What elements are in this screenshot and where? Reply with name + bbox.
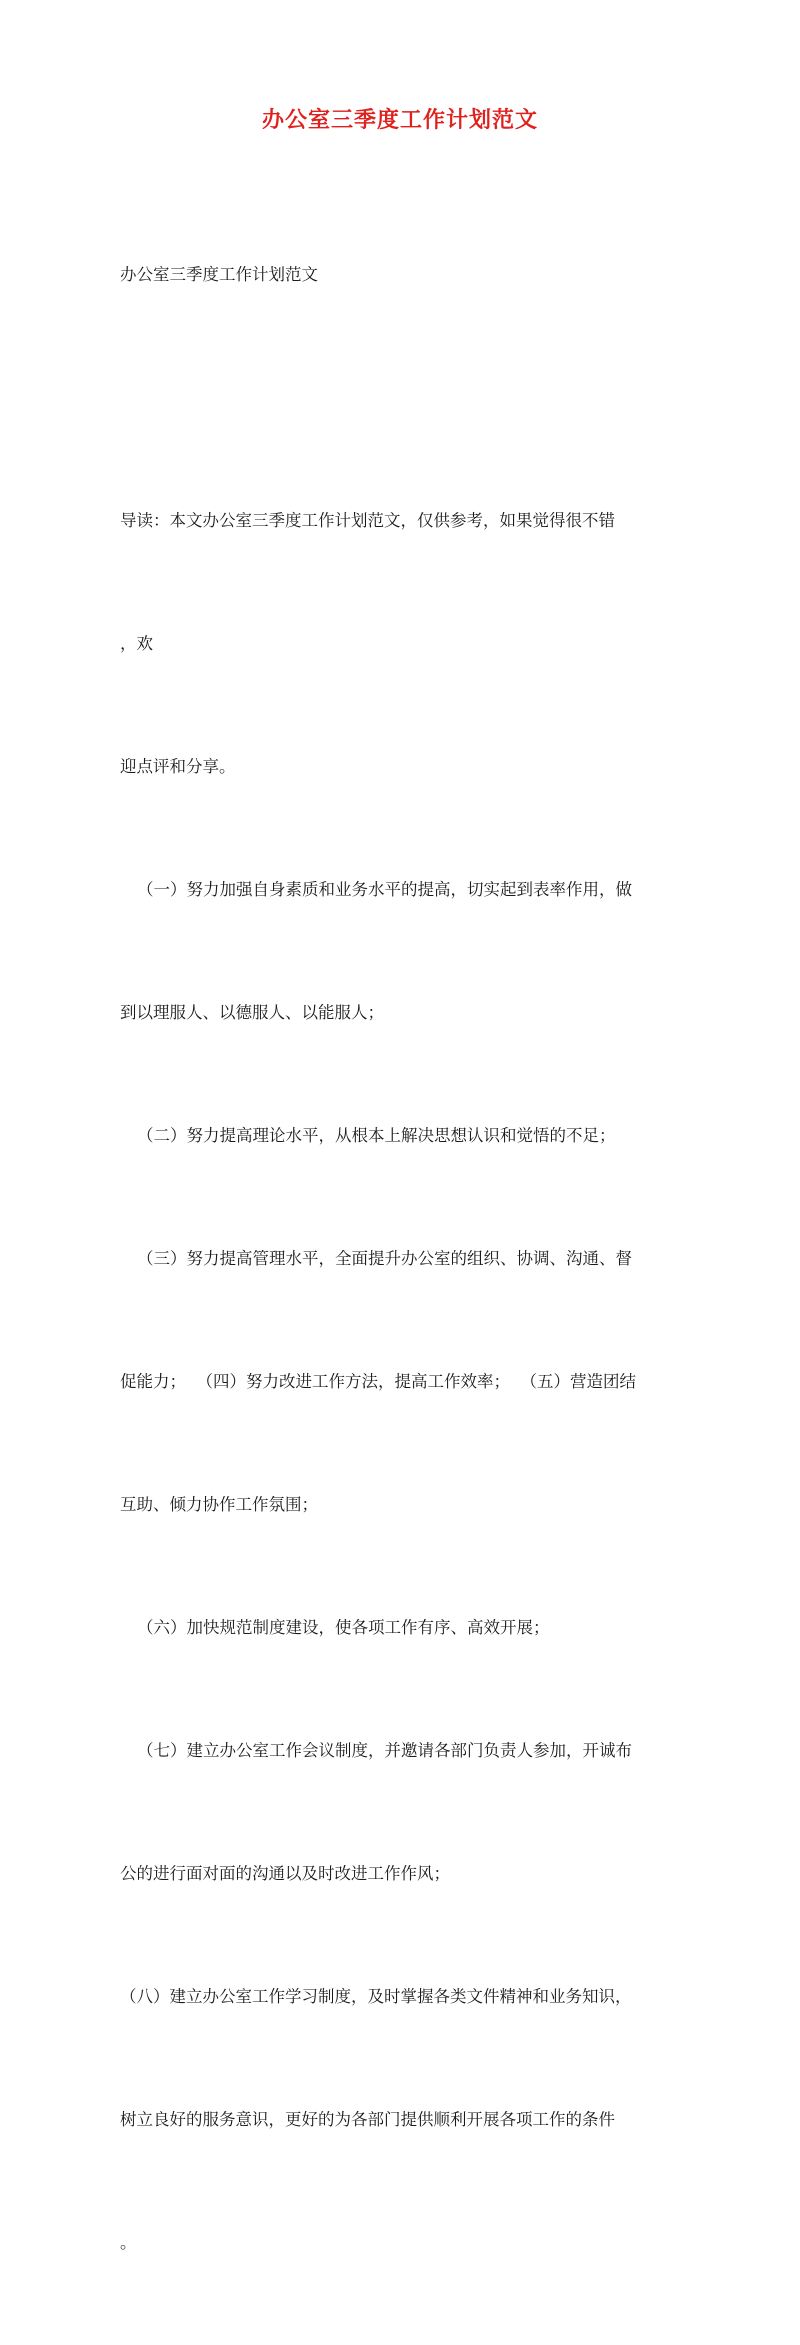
subtitle-line: 办公室三季度工作计划范文 xyxy=(120,265,318,284)
document-title: 办公室三季度工作计划范文 xyxy=(261,107,538,133)
paragraph-line: 到以理服人、以德服人、以能服人； xyxy=(120,1003,384,1022)
paragraph-line: （六）加快规范制度建设，使各项工作有序、高效开展； xyxy=(137,1618,550,1637)
paragraph-line: （一）努力加强自身素质和业务水平的提高，切实起到表率作用，做 xyxy=(137,880,632,899)
paragraph-line: 导读：本文办公室三季度工作计划范文，仅供参考，如果觉得很不错 xyxy=(120,511,615,530)
document-body xyxy=(120,172,680,2345)
blank-line xyxy=(120,377,680,418)
paragraph-line: 互助、倾力协作工作氛围； xyxy=(120,1495,318,1514)
paragraph-line: （七）建立办公室工作会议制度，并邀请各部门负责人参加，开诚布 xyxy=(137,1741,632,1760)
paragraph-line: （八）建立办公室工作学习制度，及时掌握各类文件精神和业务知识， xyxy=(120,1987,632,2006)
paragraph-line: 迎点评和分享。 xyxy=(120,757,236,776)
paragraph-line: ，欢 xyxy=(120,634,153,653)
paragraph-line: 公的进行面对面的沟通以及时改进工作作风； xyxy=(120,1864,450,1883)
paragraph-line: （三）努力提高管理水平，全面提升办公室的组织、协调、沟通、督 xyxy=(137,1249,632,1268)
paragraph-line: （二）努力提高理论水平，从根本上解决思想认识和觉悟的不足； xyxy=(137,1126,616,1145)
paragraph-line: 促能力； （四）努力改进工作方法，提高工作效率； （五）营造团结 xyxy=(120,1372,636,1391)
paragraph-line: 。 xyxy=(120,2233,137,2252)
paragraph-line: 树立良好的服务意识，更好的为各部门提供顺利开展各项工作的条件 xyxy=(120,2110,615,2129)
